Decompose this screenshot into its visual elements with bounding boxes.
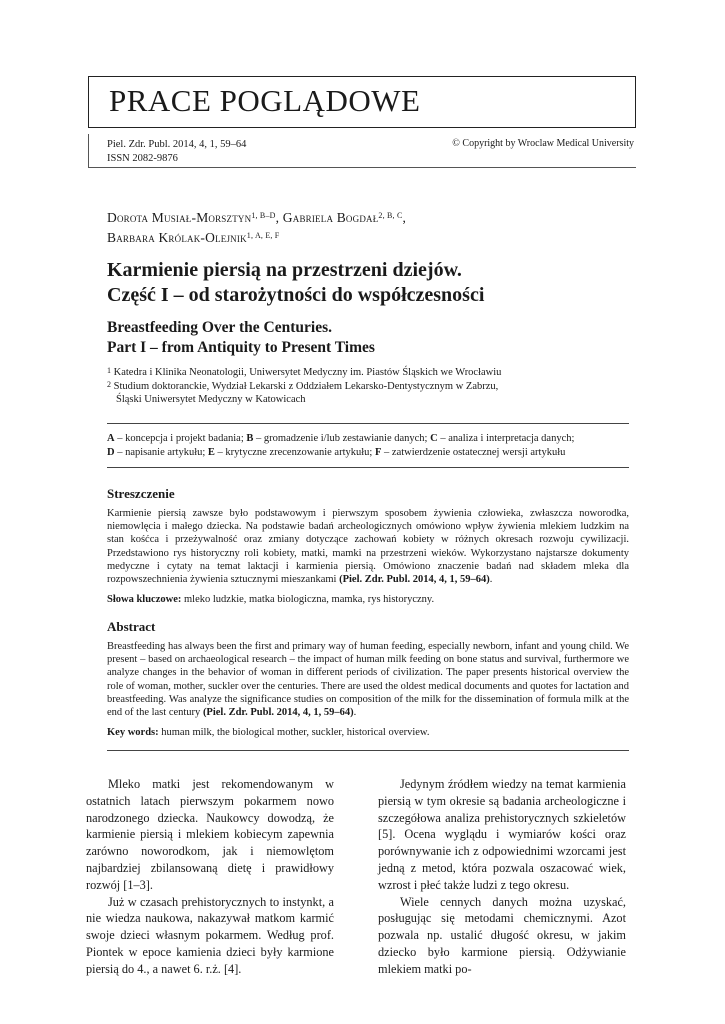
author-name: Gabriela Bogdał — [282, 210, 379, 225]
title-line: Breastfeeding Over the Centuries. — [107, 319, 332, 336]
author-line-2 — [107, 228, 406, 248]
contrib-text: – analiza i interpretacja danych; — [437, 433, 575, 444]
contrib-text: – koncepcja i projekt badania; — [114, 433, 247, 444]
keywords-label: Słowa kluczowe: — [107, 594, 182, 606]
journal-meta-box — [88, 134, 636, 168]
keywords — [107, 593, 629, 606]
journal-line: Piel. Zdr. Publ. 2014, 4, 1, 59–64 — [107, 139, 247, 150]
author-line-1 — [107, 208, 406, 228]
author-separator: , — [275, 210, 283, 225]
affiliation-text: Studium doktoranckie, Wydział Lekarski z Oddziałem Lekarsko-Dentystycznym w Zabrzu, — [113, 380, 499, 392]
affiliation-number: 2 — [107, 379, 111, 389]
article-title-english — [107, 318, 627, 358]
author-contributions — [107, 432, 632, 459]
section-title: PRACE POGLĄDOWE — [109, 83, 421, 118]
divider — [107, 423, 629, 424]
contrib-key: A — [107, 433, 115, 444]
title-line: Część I – od starożytności do współczesności — [107, 284, 485, 306]
author-contribution: 2, B, C — [378, 211, 403, 220]
article-title-polish — [107, 258, 627, 308]
section-header-box — [88, 76, 636, 128]
keywords-text: human milk, the biological mother, suckler, historical overview. — [158, 727, 430, 739]
author-name: Dorota Musiał-Morsztyn — [107, 210, 252, 225]
abstract-polish — [107, 486, 629, 606]
abstract-english — [107, 619, 629, 739]
affiliation-text: Śląski Uniwersytet Medyczny w Katowicach — [116, 394, 306, 405]
contrib-key: E — [207, 446, 215, 458]
author-name: Barbara Królak-Olejnik — [107, 230, 247, 245]
abstract-text: Breastfeeding has always been the first and primary way of human feeding, especially newborn, infant and young child. We present – based on archaeological research – the impact of human milk feeding on bone status and survival, furthermore we analyze changes in the behavior of woman in different periods of civilization. The paper presents historical overview the role of woman, mother, suckler over the centuries. There are used the oldest medical documents and quotes for lactation and breastfeeding. Was analyze the significance studies on composition of the milk for the dissemination of formula milk at the end of the last century — [107, 641, 629, 719]
contrib-line-2 — [107, 446, 632, 460]
body-column-left — [86, 776, 334, 978]
keywords-label: Key words: — [107, 727, 159, 739]
paragraph: Wiele cennych danych można uzyskać, posługując się metodami chemicznymi. Azot pozwala np. ustalić długość okresu, w jakim dziecko było karmione piersią. Odżywianie mlekiem matki po- — [378, 894, 626, 976]
author-contribution: 1, B–D — [251, 211, 276, 220]
paragraph: Jedynym źródłem wiedzy na temat karmienia piersią w tym okresie są badania archeologiczne i szczegółowa analiza prehistorycznych szkieletów [5]. Ocena wyglądu i wymiarów kości oraz porównywanie ich z odpowiednimi wzorcami jest jedną z metod, która pozwala oszacować wiek, wzrost i płeć także ludzi z tego okresu. — [378, 777, 626, 892]
contrib-text: – napisanie artykułu; — [114, 446, 208, 458]
author-separator: , — [402, 210, 407, 225]
contrib-text: – zatwierdzenie ostatecznej wersji artykułu — [381, 446, 566, 458]
affiliation-1 — [107, 366, 627, 380]
keywords — [107, 726, 629, 739]
paragraph: Już w czasach prehistorycznych to instynkt, a nie wiedza naukowa, nakazywał matkom karmić swoje dzieci własnym pokarmem. Według prof. Piontek w epoce kamienia dzieci były karmione piersią do 4., a nawet 6. r.ż. [4]. — [86, 894, 334, 976]
copyright-notice: © Copyright by Wroclaw Medical University — [452, 138, 634, 149]
abstract-citation: (Piel. Zdr. Publ. 2014, 4, 1, 59–64) — [202, 707, 354, 719]
affiliation-number: 1 — [107, 366, 111, 375]
divider — [107, 467, 629, 468]
abstract-text: Karmienie piersią zawsze było podstawowym i pierwszym sposobem żywienia człowieka, zwłaszcza noworodka, niemowlęcia i małego dziecka. Na podstawie badań archeologicznych omówiono wpływ żywienia mlekiem ludzkim na stan kośćca i przeżywalność oraz zmiany dotyczące zachowań kobiety w różnych okresach rozwoju cywilizacji. Przedstawiono rys historyczny roli kobiety, matki, mamki na przestrzeni wieków. Wykorzystano najstarsze dokumenty medyczne i cytaty na temat laktacji i karmienia piersią. Omówiono znaczenie badań nad składem mleka dla rozpowszechnienia żywienia sztucznymi mieszankami — [107, 508, 629, 586]
contrib-text: – krytyczne zrecenzowanie artykułu; — [214, 446, 375, 458]
abstract-heading: Abstract — [107, 619, 156, 634]
author-contribution: 1, A, E, F — [246, 231, 280, 240]
abstract-body — [107, 640, 629, 719]
abstract-end: . — [353, 707, 357, 719]
title-line: Karmienie piersią na przestrzeni dziejów. — [107, 259, 462, 281]
divider — [107, 750, 629, 751]
affiliation-2-cont — [107, 393, 627, 407]
affiliations — [107, 366, 627, 407]
issn: ISSN 2082-9876 — [107, 153, 178, 164]
contrib-text: – gromadzenie i/lub zestawianie danych; — [253, 433, 431, 444]
keywords-text: mleko ludzkie, matka biologiczna, mamka, rys historyczny. — [181, 594, 435, 606]
abstract-end: . — [489, 574, 493, 586]
abstract-heading: Streszczenie — [107, 486, 175, 501]
title-line: Part I – from Antiquity to Present Times — [107, 339, 375, 356]
body-column-right — [378, 776, 626, 978]
contrib-key: F — [374, 446, 382, 458]
affiliation-2 — [107, 380, 627, 394]
contrib-key: B — [246, 433, 254, 444]
abstract-citation: (Piel. Zdr. Publ. 2014, 4, 1, 59–64) — [339, 574, 490, 586]
contrib-key: C — [430, 433, 438, 444]
author-list — [107, 208, 406, 248]
journal-citation — [107, 138, 246, 166]
paragraph: Mleko matki jest rekomendowanym w ostatnich latach pierwszym pokarmem nowo narodzonego dziecka. Naukowcy dowodzą, że karmienie piersią i mlekiem kobiecym zapewnia zarówno noworodkom, jak i niemowlętom najbardziej zbilansowaną dietę i prawidłowy rozwój [1–3]. — [86, 777, 334, 892]
abstract-body — [107, 507, 629, 586]
contrib-line-1 — [107, 432, 632, 446]
affiliation-text: Katedra i Klinika Neonatologii, Uniwersytet Medyczny im. Piastów Śląskich we Wrocławiu — [113, 367, 502, 378]
contrib-key: D — [107, 446, 115, 458]
